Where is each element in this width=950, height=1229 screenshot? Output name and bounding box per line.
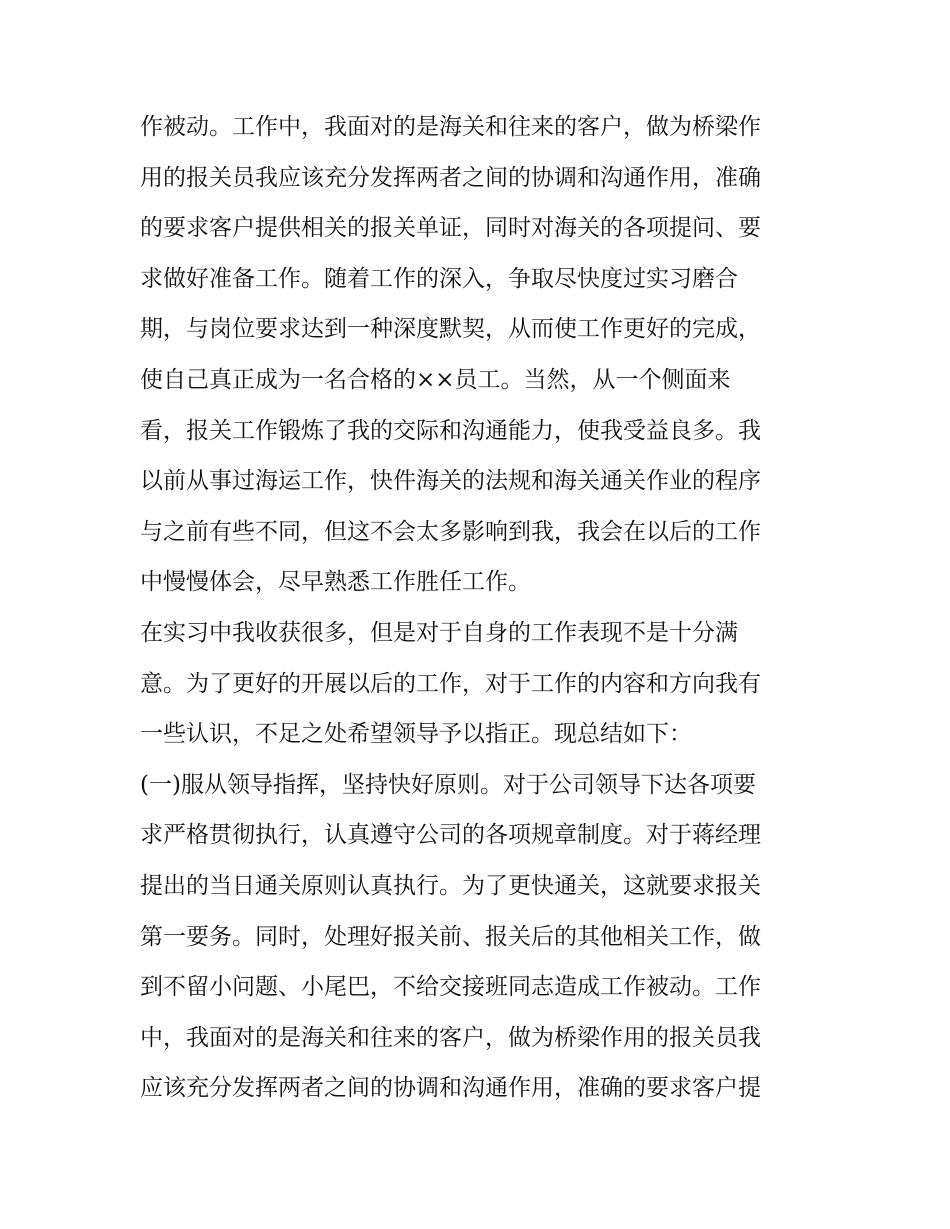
text-line-4: 求做好准备工作。随着工作的深入，争取尽快度过实习磨合 [140,265,738,292]
text-line-9: 与之前有些不同，但这不会太多影响到我，我会在以后的工作 [140,518,761,545]
text-line-16: 提出的当日通关原则认真执行。为了更快通关，这就要求报关 [140,872,761,899]
text-line-10: 中慢慢体会，尽早熟悉工作胜任工作。 [140,569,531,596]
text-line-13: 一些认识，不足之处希望领导予以指正。现总结如下： [140,721,692,748]
text-line-7: 看，报关工作锻炼了我的交际和沟通能力，使我受益良多。我 [140,417,761,444]
text-line-3: 的要求客户提供相关的报关单证，同时对海关的各项提问、要 [140,215,761,242]
text-line-17: 第一要务。同时，处理好报关前、报关后的其他相关工作，做 [140,923,761,950]
text-line-6: 使自己真正成为一名合格的××员工。当然，从一个侧面来 [140,366,731,393]
body-text [140,102,830,1114]
text-line-2: 用的报关员我应该充分发挥两者之间的协调和沟通作用，准确 [140,164,761,191]
text-line-1: 作被动。工作中，我面对的是海关和往来的客户，做为桥梁作 [140,114,761,140]
text-line-8: 以前从事过海运工作，快件海关的法规和海关通关作业的程序 [140,468,761,495]
text-line-20: 应该充分发挥两者之间的协调和沟通作用，准确的要求客户提 [140,1075,761,1102]
text-line-11: 在实习中我收获很多，但是对于自身的工作表现不是十分满 [140,619,738,646]
text-line-12: 意。为了更好的开展以后的工作，对于工作的内容和方向我有 [140,670,761,697]
text-line-18: 到不留小问题、小尾巴，不给交接班同志造成工作被动。工作 [140,974,761,1001]
text-line-14: (一)服从领导指挥，坚持快好原则。对于公司领导下达各项要 [140,771,756,798]
text-line-15: 求严格贯彻执行，认真遵守公司的各项规章制度。对于蒋经理 [140,822,761,849]
text-line-5: 期，与岗位要求达到一种深度默契，从而使工作更好的完成， [140,316,761,343]
text-line-19: 中，我面对的是海关和往来的客户，做为桥梁作用的报关员我 [140,1024,761,1051]
